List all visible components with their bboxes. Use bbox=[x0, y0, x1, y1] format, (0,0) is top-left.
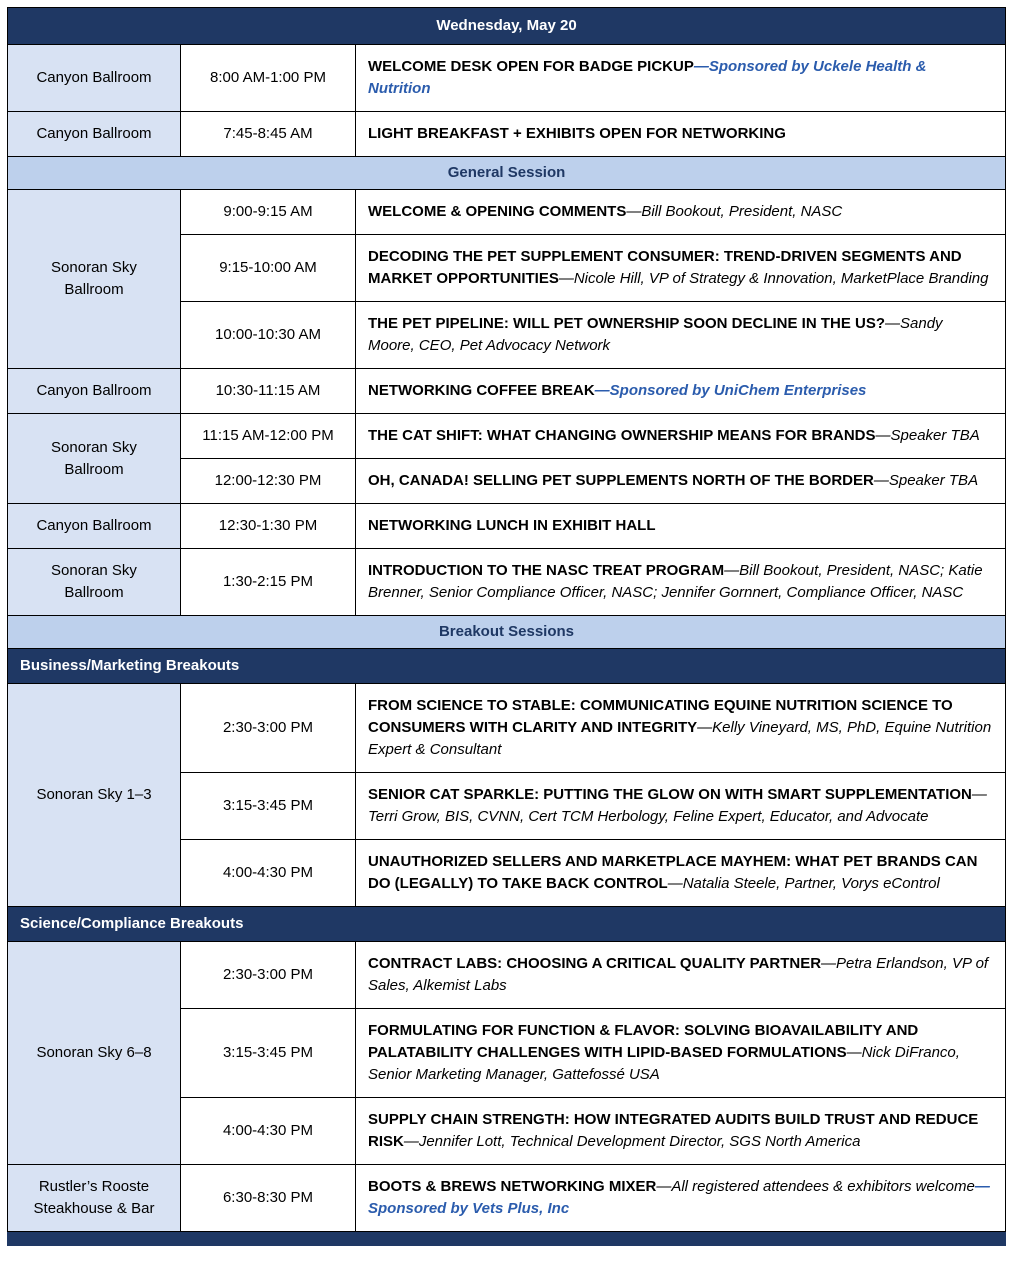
location-cell: Sonoran Sky Ballroom bbox=[8, 414, 181, 504]
table-row bbox=[8, 45, 1006, 112]
location-cell: Sonoran Sky 6–8 bbox=[8, 942, 181, 1165]
session-title: OH, CANADA! SELLING PET SUPPLEMENTS NORTH OF THE BORDER bbox=[368, 472, 874, 489]
session-cell bbox=[356, 942, 1006, 1009]
session-speaker: —Speaker TBA bbox=[875, 427, 980, 444]
section-header-row bbox=[8, 157, 1006, 190]
session-speaker: —Nicole Hill, VP of Strategy & Innovation, MarketPlace Branding bbox=[558, 270, 989, 287]
time-cell: 9:15-10:00 AM bbox=[181, 235, 356, 302]
location-cell: Rustler’s Rooste Steakhouse & Bar bbox=[8, 1165, 181, 1232]
table-row bbox=[8, 942, 1006, 1009]
time-cell: 9:00-9:15 AM bbox=[181, 190, 356, 235]
table-row bbox=[8, 1165, 1006, 1232]
table-row bbox=[8, 369, 1006, 414]
location-cell: Sonoran Sky Ballroom bbox=[8, 190, 181, 369]
session-cell bbox=[356, 112, 1006, 157]
time-cell: 4:00-4:30 PM bbox=[181, 1098, 356, 1165]
section-header-row bbox=[8, 649, 1006, 684]
session-sponsor: —Sponsored by UniChem Enterprises bbox=[594, 382, 867, 399]
location-cell: Sonoran Sky Ballroom bbox=[8, 549, 181, 616]
section-header-row bbox=[8, 616, 1006, 649]
session-speaker: —Bill Bookout, President, NASC; Katie Brenner, Senior Compliance Officer, NASC; Jennifer Gornnert, Compliance Officer, NASC bbox=[368, 562, 983, 601]
session-cell bbox=[356, 369, 1006, 414]
time-cell: 8:00 AM-1:00 PM bbox=[181, 45, 356, 112]
session-speaker: —All registered attendees & exhibitors welcome bbox=[656, 1178, 975, 1195]
table-row bbox=[8, 504, 1006, 549]
schedule-table bbox=[7, 7, 1006, 1246]
time-cell: 6:30-8:30 PM bbox=[181, 1165, 356, 1232]
section-title-science: Science/Compliance Breakouts bbox=[8, 907, 1006, 942]
session-title: WELCOME DESK OPEN FOR BADGE PICKUP bbox=[368, 58, 694, 75]
time-cell: 12:30-1:30 PM bbox=[181, 504, 356, 549]
session-cell bbox=[356, 190, 1006, 235]
table-row bbox=[8, 112, 1006, 157]
session-title: DECODING THE PET SUPPLEMENT CONSUMER: TREND-DRIVEN SEGMENTS AND MARKET OPPORTUNITIES bbox=[368, 248, 962, 287]
session-title: INTRODUCTION TO THE NASC TREAT PROGRAM bbox=[368, 562, 725, 579]
session-cell bbox=[356, 549, 1006, 616]
footer-bar-row bbox=[8, 1232, 1006, 1246]
session-title: UNAUTHORIZED SELLERS AND MARKETPLACE MAYHEM: WHAT PET BRANDS CAN DO (LEGALLY) TO TAKE BACK CONTROL bbox=[368, 853, 978, 892]
session-title: LIGHT BREAKFAST + EXHIBITS OPEN FOR NETWORKING bbox=[368, 125, 786, 142]
session-title: SENIOR CAT SPARKLE: PUTTING THE GLOW ON WITH SMART SUPPLEMENTATION bbox=[368, 786, 972, 803]
session-title: THE PET PIPELINE: WILL PET OWNERSHIP SOON DECLINE IN THE US? bbox=[368, 315, 885, 332]
session-cell bbox=[356, 414, 1006, 459]
session-speaker: —Sandy Moore, CEO, Pet Advocacy Network bbox=[368, 315, 943, 354]
session-speaker: —Natalia Steele, Partner, Vorys eControl bbox=[667, 875, 940, 892]
location-cell: Canyon Ballroom bbox=[8, 369, 181, 414]
session-speaker: —Bill Bookout, President, NASC bbox=[626, 203, 843, 220]
session-sponsor: —Sponsored by Vets Plus, Inc bbox=[368, 1178, 990, 1217]
session-cell bbox=[356, 45, 1006, 112]
day-title: Wednesday, May 20 bbox=[8, 8, 1006, 45]
location-cell: Sonoran Sky 1–3 bbox=[8, 684, 181, 907]
time-cell: 11:15 AM-12:00 PM bbox=[181, 414, 356, 459]
footer-bar bbox=[8, 1232, 1006, 1246]
session-title: NETWORKING LUNCH IN EXHIBIT HALL bbox=[368, 517, 656, 534]
session-title: WELCOME & OPENING COMMENTS bbox=[368, 203, 627, 220]
session-title: CONTRACT LABS: CHOOSING A CRITICAL QUALITY PARTNER bbox=[368, 955, 822, 972]
time-cell: 2:30-3:00 PM bbox=[181, 684, 356, 773]
session-cell bbox=[356, 235, 1006, 302]
time-cell: 4:00-4:30 PM bbox=[181, 840, 356, 907]
session-cell bbox=[356, 459, 1006, 504]
location-cell: Canyon Ballroom bbox=[8, 504, 181, 549]
session-title: NETWORKING COFFEE BREAK bbox=[368, 382, 595, 399]
session-title: BOOTS & BREWS NETWORKING MIXER bbox=[368, 1178, 657, 1195]
session-speaker: —Speaker TBA bbox=[873, 472, 979, 489]
session-speaker: —Petra Erlandson, VP of Sales, Alkemist Labs bbox=[368, 955, 989, 994]
table-row bbox=[8, 414, 1006, 459]
time-cell: 1:30-2:15 PM bbox=[181, 549, 356, 616]
section-title-general: General Session bbox=[8, 157, 1006, 190]
session-cell bbox=[356, 1098, 1006, 1165]
session-cell bbox=[356, 1165, 1006, 1232]
session-cell bbox=[356, 773, 1006, 840]
session-speaker: —Kelly Vineyard, MS, PhD, Equine Nutrition Expert & Consultant bbox=[368, 719, 992, 758]
time-cell: 2:30-3:00 PM bbox=[181, 942, 356, 1009]
session-title: THE CAT SHIFT: WHAT CHANGING OWNERSHIP MEANS FOR BRANDS bbox=[368, 427, 876, 444]
session-speaker: —Terri Grow, BIS, CVNN, Cert TCM Herbology, Feline Expert, Educator, and Advocate bbox=[368, 786, 987, 825]
session-speaker: —Jennifer Lott, Technical Development Director, SGS North America bbox=[403, 1133, 861, 1150]
session-title: SUPPLY CHAIN STRENGTH: HOW INTEGRATED AUDITS BUILD TRUST AND REDUCE RISK bbox=[368, 1111, 979, 1150]
day-header-row bbox=[8, 8, 1006, 45]
session-cell bbox=[356, 302, 1006, 369]
table-row bbox=[8, 190, 1006, 235]
time-cell: 7:45-8:45 AM bbox=[181, 112, 356, 157]
session-title: FROM SCIENCE TO STABLE: COMMUNICATING EQUINE NUTRITION SCIENCE TO CONSUMERS WITH CLARITY AND INTEGRITY bbox=[368, 697, 953, 736]
section-header-row bbox=[8, 907, 1006, 942]
time-cell: 3:15-3:45 PM bbox=[181, 1009, 356, 1098]
table-row bbox=[8, 549, 1006, 616]
time-cell: 3:15-3:45 PM bbox=[181, 773, 356, 840]
time-cell: 10:00-10:30 AM bbox=[181, 302, 356, 369]
table-row bbox=[8, 684, 1006, 773]
time-cell: 10:30-11:15 AM bbox=[181, 369, 356, 414]
session-cell bbox=[356, 840, 1006, 907]
session-cell bbox=[356, 1009, 1006, 1098]
session-speaker: —Nick DiFranco, Senior Marketing Manager, Gattefossé USA bbox=[368, 1044, 960, 1083]
section-title-breakouts: Breakout Sessions bbox=[8, 616, 1006, 649]
location-cell: Canyon Ballroom bbox=[8, 112, 181, 157]
session-cell bbox=[356, 684, 1006, 773]
time-cell: 12:00-12:30 PM bbox=[181, 459, 356, 504]
section-title-business: Business/Marketing Breakouts bbox=[8, 649, 1006, 684]
session-sponsor: —Sponsored by Uckele Health & Nutrition bbox=[368, 58, 927, 97]
session-title: FORMULATING FOR FUNCTION & FLAVOR: SOLVING BIOAVAILABILITY AND PALATABILITY CHALLENGES WITH LIPID-BASED FORMULATIONS bbox=[368, 1022, 919, 1061]
session-cell bbox=[356, 504, 1006, 549]
location-cell: Canyon Ballroom bbox=[8, 45, 181, 112]
